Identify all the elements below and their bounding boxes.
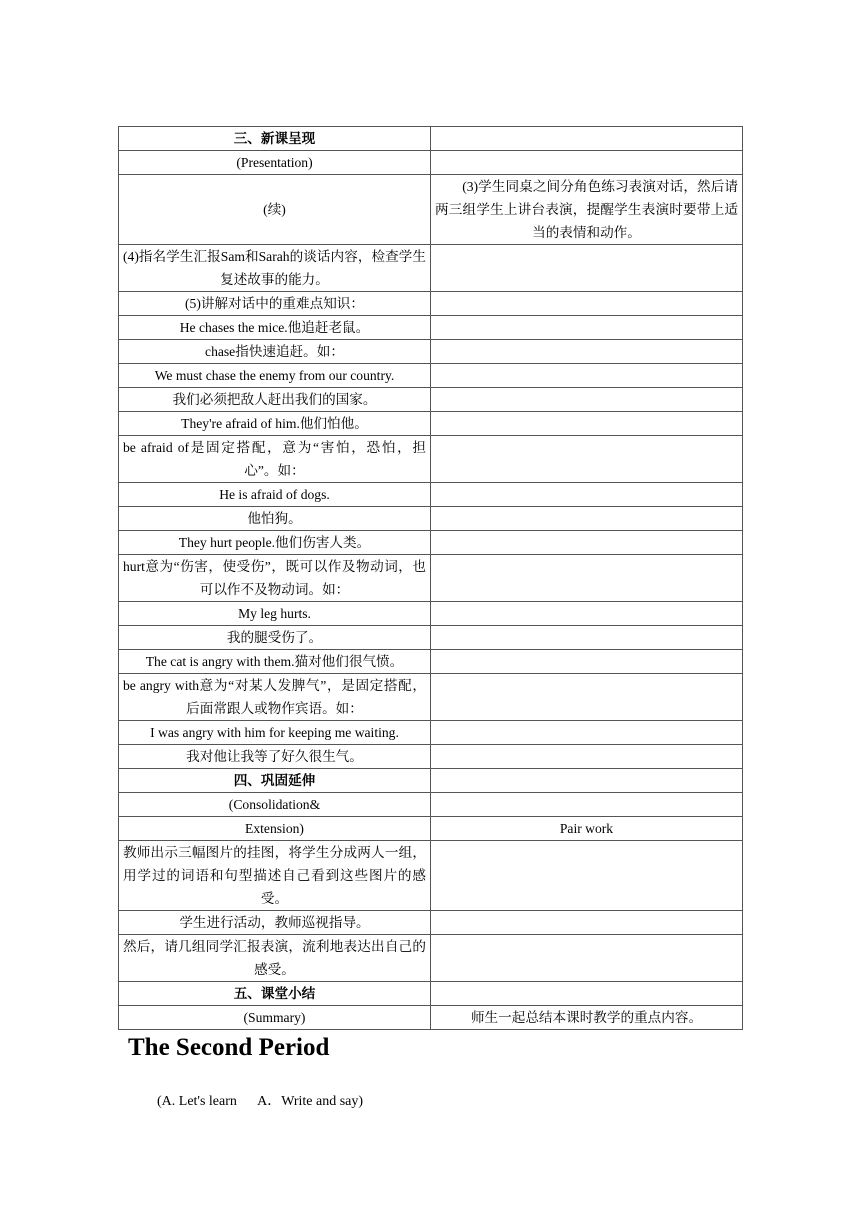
table-row [119, 674, 743, 721]
table-row [119, 316, 743, 340]
cell-right: (3)学生同桌之间分角色练习表演对话，然后请两三组学生上讲台表演，提醒学生表演时要带上适当的表情和动作。 [431, 175, 743, 245]
cell-left: 我对他让我等了好久很生气。 [119, 745, 431, 769]
cell-left: chase指快速追赶。如： [119, 340, 431, 364]
cell-left: be afraid of是固定搭配，意为“害怕，恐怕，担心”。如： [119, 436, 431, 483]
lesson-plan-table [118, 126, 743, 1030]
table-row [119, 602, 743, 626]
cell-left: They're afraid of him.他们怕他。 [119, 412, 431, 436]
table-row [119, 127, 743, 151]
cell-right [431, 412, 743, 436]
cell-right [431, 151, 743, 175]
cell-right [431, 674, 743, 721]
cell-left: (Consolidation& [119, 793, 431, 817]
cell-right [431, 721, 743, 745]
cell-right [431, 127, 743, 151]
cell-right [431, 626, 743, 650]
cell-left: (Presentation) [119, 151, 431, 175]
table-row [119, 340, 743, 364]
cell-left: He chases the mice.他追赶老鼠。 [119, 316, 431, 340]
cell-left: 他怕狗。 [119, 507, 431, 531]
section-subtitle: (A. Let's learn A．Write and say) [157, 1094, 364, 1109]
table-row [119, 245, 743, 292]
cell-right [431, 602, 743, 626]
cell-right [431, 841, 743, 911]
cell-left: 我的腿受伤了。 [119, 626, 431, 650]
table-row [119, 626, 743, 650]
table-row [119, 841, 743, 911]
cell-left: 然后，请几组同学汇报表演，流利地表达出自己的感受。 [119, 935, 431, 982]
section-title: The Second Period [128, 1034, 330, 1061]
table-row [119, 982, 743, 1006]
cell-right [431, 388, 743, 412]
cell-left: 三、新课呈现 [119, 127, 431, 151]
cell-left: (续) [119, 175, 431, 245]
table-row [119, 388, 743, 412]
table-row [119, 531, 743, 555]
cell-left: The cat is angry with them.猫对他们很气愤。 [119, 650, 431, 674]
table-row [119, 175, 743, 245]
cell-right [431, 364, 743, 388]
table-row [119, 364, 743, 388]
cell-right [431, 555, 743, 602]
table-row [119, 412, 743, 436]
cell-right [431, 531, 743, 555]
table-row [119, 769, 743, 793]
table-row [119, 483, 743, 507]
cell-left: We must chase the enemy from our country. [119, 364, 431, 388]
cell-left: 学生进行活动，教师巡视指导。 [119, 911, 431, 935]
cell-right [431, 292, 743, 316]
cell-right [431, 793, 743, 817]
cell-left: (4)指名学生汇报Sam和Sarah的谈话内容，检查学生复述故事的能力。 [119, 245, 431, 292]
cell-right [431, 911, 743, 935]
cell-left: (5)讲解对话中的重难点知识： [119, 292, 431, 316]
table-row [119, 151, 743, 175]
table-row [119, 507, 743, 531]
cell-left: be angry with意为“对某人发脾气”，是固定搭配，后面常跟人或物作宾语。如： [119, 674, 431, 721]
cell-left: 教师出示三幅图片的挂图，将学生分成两人一组，用学过的词语和句型描述自己看到这些图片的感受。 [119, 841, 431, 911]
table-row [119, 650, 743, 674]
table-row [119, 935, 743, 982]
cell-right [431, 340, 743, 364]
table-row [119, 292, 743, 316]
table-row [119, 911, 743, 935]
cell-right [431, 745, 743, 769]
table-row [119, 1006, 743, 1030]
cell-left: 四、巩固延伸 [119, 769, 431, 793]
cell-left: My leg hurts. [119, 602, 431, 626]
cell-right [431, 436, 743, 483]
lesson-plan-table-body [119, 127, 743, 1030]
cell-right [431, 650, 743, 674]
cell-right: 师生一起总结本课时教学的重点内容。 [431, 1006, 743, 1030]
table-row [119, 721, 743, 745]
table-row [119, 793, 743, 817]
cell-right [431, 316, 743, 340]
cell-left: 我们必须把敌人赶出我们的国家。 [119, 388, 431, 412]
cell-left: He is afraid of dogs. [119, 483, 431, 507]
table-row [119, 436, 743, 483]
cell-right [431, 483, 743, 507]
cell-right [431, 935, 743, 982]
cell-right [431, 769, 743, 793]
table-row [119, 555, 743, 602]
cell-right [431, 507, 743, 531]
cell-right [431, 245, 743, 292]
cell-left: 五、课堂小结 [119, 982, 431, 1006]
cell-right [431, 982, 743, 1006]
table-row [119, 745, 743, 769]
cell-left: They hurt people.他们伤害人类。 [119, 531, 431, 555]
cell-left: (Summary) [119, 1006, 431, 1030]
cell-right: Pair work [431, 817, 743, 841]
cell-left: hurt意为“伤害，使受伤”，既可以作及物动词，也可以作不及物动词。如： [119, 555, 431, 602]
table-row [119, 817, 743, 841]
cell-left: I was angry with him for keeping me waiting. [119, 721, 431, 745]
cell-left: Extension) [119, 817, 431, 841]
